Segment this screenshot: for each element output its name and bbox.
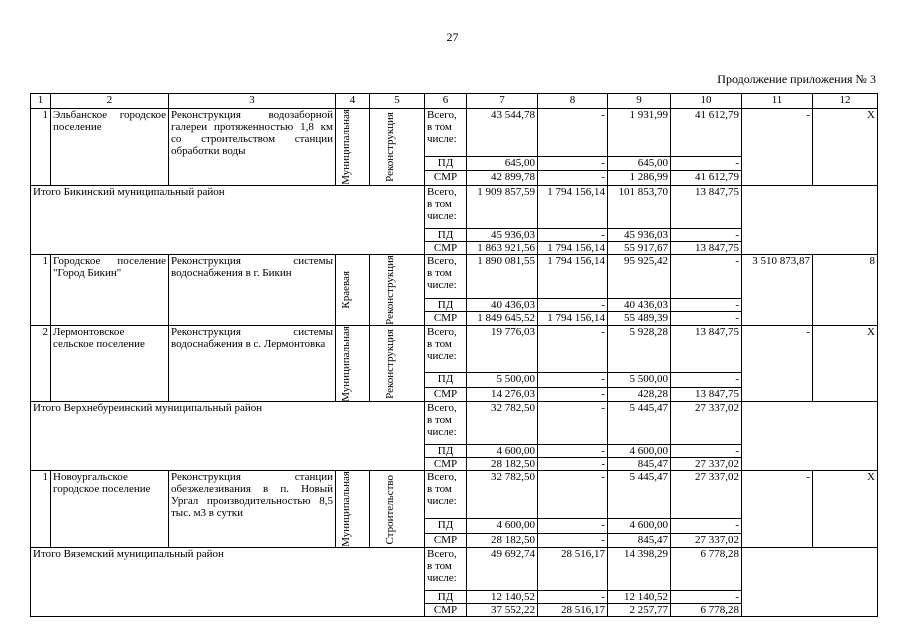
smr-value: 845,47 bbox=[608, 533, 671, 547]
total-value: 14 398,29 bbox=[608, 548, 671, 591]
funding-level bbox=[336, 254, 370, 325]
pd-value: - bbox=[538, 373, 608, 387]
estimate-value: - bbox=[742, 471, 813, 548]
total-value: - bbox=[538, 471, 608, 519]
total-value: 32 782,50 bbox=[467, 471, 538, 519]
smr-label: СМР bbox=[425, 458, 467, 471]
pd-value: 45 936,03 bbox=[467, 228, 538, 241]
header-cell: 10 bbox=[671, 94, 742, 109]
pd-value: - bbox=[538, 156, 608, 170]
header-cell: 5 bbox=[370, 94, 425, 109]
smr-value: 13 847,75 bbox=[671, 241, 742, 254]
total-value: 41 612,79 bbox=[671, 109, 742, 157]
total-value: 1 794 156,14 bbox=[538, 254, 608, 298]
smr-label: СМР bbox=[425, 533, 467, 547]
total-value: - bbox=[538, 325, 608, 373]
row-number: 1 bbox=[31, 109, 51, 186]
total-value: 5 928,28 bbox=[608, 325, 671, 373]
smr-value: - bbox=[671, 312, 742, 325]
pd-label: ПД bbox=[425, 156, 467, 170]
pd-value: 40 436,03 bbox=[467, 298, 538, 311]
work-type-text: Реконструкция bbox=[384, 254, 396, 325]
total-label: Всего, в том числе: bbox=[425, 548, 467, 591]
pd-value: 4 600,00 bbox=[608, 445, 671, 458]
smr-value: 27 337,02 bbox=[671, 458, 742, 471]
header-cell: 12 bbox=[813, 94, 878, 109]
pd-value: - bbox=[671, 228, 742, 241]
estimate-value: - bbox=[742, 109, 813, 186]
smr-value: 28 516,17 bbox=[538, 604, 608, 617]
smr-label: СМР bbox=[425, 604, 467, 617]
summary-empty bbox=[742, 185, 878, 254]
total-value: - bbox=[671, 254, 742, 298]
pd-value: - bbox=[538, 519, 608, 533]
smr-value: 1 863 921,56 bbox=[467, 241, 538, 254]
summary-title: Итого Бикинский муниципальный район bbox=[31, 185, 425, 254]
project-row bbox=[31, 109, 878, 157]
pd-value: 4 600,00 bbox=[608, 519, 671, 533]
total-value: 27 337,02 bbox=[671, 402, 742, 445]
header-cell: 1 bbox=[31, 94, 51, 109]
smr-value: 1 849 645,52 bbox=[467, 312, 538, 325]
summary-empty bbox=[742, 402, 878, 471]
pd-value: - bbox=[671, 519, 742, 533]
total-value: 13 847,75 bbox=[671, 185, 742, 228]
total-value: 1 794 156,14 bbox=[538, 185, 608, 228]
work-type bbox=[370, 254, 425, 325]
total-label: Всего, в том числе: bbox=[425, 254, 467, 298]
project-description: Реконструкция водозаборной галереи протяженностью 1,8 км со строительством станции обработки воды bbox=[169, 109, 336, 186]
funding-level-text: Муниципальная bbox=[339, 471, 352, 548]
work-type-text: Строительство bbox=[384, 474, 396, 545]
settlement-name: Лермонтовское сельское поселение bbox=[51, 325, 169, 402]
smr-value: 1 286,99 bbox=[608, 171, 671, 185]
summary-row bbox=[31, 402, 878, 445]
smr-value: - bbox=[538, 533, 608, 547]
pd-value: 40 436,03 bbox=[608, 298, 671, 311]
total-value: - bbox=[538, 402, 608, 445]
pd-value: 645,00 bbox=[608, 156, 671, 170]
budget-table bbox=[30, 93, 878, 617]
row-number: 1 bbox=[31, 471, 51, 548]
work-type bbox=[370, 109, 425, 186]
total-label: Всего, в том числе: bbox=[425, 325, 467, 373]
row-number: 2 bbox=[31, 325, 51, 402]
funding-level-text: Муниципальная bbox=[339, 325, 352, 402]
pd-label: ПД bbox=[425, 373, 467, 387]
funding-level-text: Краевая bbox=[339, 270, 352, 309]
total-value: 1 909 857,59 bbox=[467, 185, 538, 228]
total-value: 27 337,02 bbox=[671, 471, 742, 519]
pd-value: 5 500,00 bbox=[467, 373, 538, 387]
total-value: 43 544,78 bbox=[467, 109, 538, 157]
funding-level bbox=[336, 471, 370, 548]
pd-value: 4 600,00 bbox=[467, 519, 538, 533]
work-type-text: Реконструкция bbox=[384, 111, 396, 182]
total-value: 1 931,99 bbox=[608, 109, 671, 157]
total-value: 5 445,47 bbox=[608, 471, 671, 519]
total-label: Всего, в том числе: bbox=[425, 109, 467, 157]
project-description: Реконструкция системы водоснабжения в с. Лермонтовка bbox=[169, 325, 336, 402]
total-value: 28 516,17 bbox=[538, 548, 608, 591]
completion-value: Х bbox=[813, 471, 878, 548]
funding-level bbox=[336, 325, 370, 402]
total-label: Всего, в том числе: bbox=[425, 402, 467, 445]
appendix-note: Продолжение приложения № 3 bbox=[717, 72, 876, 86]
smr-value: 28 182,50 bbox=[467, 533, 538, 547]
smr-value: - bbox=[538, 458, 608, 471]
settlement-name: Новоургальское городское поселение bbox=[51, 471, 169, 548]
total-value: 49 692,74 bbox=[467, 548, 538, 591]
pd-value: 12 140,52 bbox=[467, 591, 538, 604]
smr-value: 27 337,02 bbox=[671, 533, 742, 547]
total-label: Всего, в том числе: bbox=[425, 185, 467, 228]
pd-value: - bbox=[671, 298, 742, 311]
pd-value: 5 500,00 bbox=[608, 373, 671, 387]
header-cell: 3 bbox=[169, 94, 336, 109]
summary-row bbox=[31, 185, 878, 228]
header-cell: 7 bbox=[467, 94, 538, 109]
pd-value: 645,00 bbox=[467, 156, 538, 170]
smr-value: 42 899,78 bbox=[467, 171, 538, 185]
smr-value: 1 794 156,14 bbox=[538, 241, 608, 254]
estimate-value: 3 510 873,87 bbox=[742, 254, 813, 325]
total-value: 95 925,42 bbox=[608, 254, 671, 298]
smr-label: СМР bbox=[425, 171, 467, 185]
smr-label: СМР bbox=[425, 312, 467, 325]
pd-value: 4 600,00 bbox=[467, 445, 538, 458]
funding-level-text: Муниципальная bbox=[339, 109, 352, 185]
smr-value: 13 847,75 bbox=[671, 387, 742, 401]
header-cell: 6 bbox=[425, 94, 467, 109]
smr-value: 55 489,39 bbox=[608, 312, 671, 325]
project-row bbox=[31, 254, 878, 298]
pd-value: - bbox=[671, 156, 742, 170]
pd-label: ПД bbox=[425, 298, 467, 311]
smr-value: 2 257,77 bbox=[608, 604, 671, 617]
header-cell: 9 bbox=[608, 94, 671, 109]
pd-value: - bbox=[671, 445, 742, 458]
smr-label: СМР bbox=[425, 387, 467, 401]
pd-value: 45 936,03 bbox=[608, 228, 671, 241]
page-number: 27 bbox=[446, 30, 459, 44]
total-value: - bbox=[538, 109, 608, 157]
row-number: 1 bbox=[31, 254, 51, 325]
estimate-value: - bbox=[742, 325, 813, 402]
pd-value: - bbox=[671, 373, 742, 387]
smr-value: 6 778,28 bbox=[671, 604, 742, 617]
work-type bbox=[370, 471, 425, 548]
pd-value: - bbox=[538, 298, 608, 311]
project-row bbox=[31, 471, 878, 519]
work-type-text: Реконструкция bbox=[384, 328, 396, 399]
smr-label: СМР bbox=[425, 241, 467, 254]
completion-value: Х bbox=[813, 109, 878, 186]
settlement-name: Эльбанское городское поселение bbox=[51, 109, 169, 186]
header-cell: 11 bbox=[742, 94, 813, 109]
funding-level bbox=[336, 109, 370, 186]
smr-value: - bbox=[538, 387, 608, 401]
pd-value: - bbox=[538, 591, 608, 604]
total-value: 5 445,47 bbox=[608, 402, 671, 445]
completion-value: 8 bbox=[813, 254, 878, 325]
total-value: 32 782,50 bbox=[467, 402, 538, 445]
header-cell: 8 bbox=[538, 94, 608, 109]
header-row bbox=[31, 94, 878, 109]
smr-value: 37 552,22 bbox=[467, 604, 538, 617]
total-value: 101 853,70 bbox=[608, 185, 671, 228]
pd-label: ПД bbox=[425, 228, 467, 241]
total-value: 13 847,75 bbox=[671, 325, 742, 373]
total-value: 1 890 081,55 bbox=[467, 254, 538, 298]
total-value: 6 778,28 bbox=[671, 548, 742, 591]
pd-label: ПД bbox=[425, 591, 467, 604]
pd-value: - bbox=[538, 445, 608, 458]
total-value: 19 776,03 bbox=[467, 325, 538, 373]
header-cell: 2 bbox=[51, 94, 169, 109]
summary-empty bbox=[742, 548, 878, 617]
smr-value: 845,47 bbox=[608, 458, 671, 471]
smr-value: 1 794 156,14 bbox=[538, 312, 608, 325]
project-row bbox=[31, 325, 878, 373]
smr-value: 428,28 bbox=[608, 387, 671, 401]
total-label: Всего, в том числе: bbox=[425, 471, 467, 519]
header-cell: 4 bbox=[336, 94, 370, 109]
pd-label: ПД bbox=[425, 519, 467, 533]
summary-title: Итого Вяземский муниципальный район bbox=[31, 548, 425, 617]
smr-value: 41 612,79 bbox=[671, 171, 742, 185]
pd-label: ПД bbox=[425, 445, 467, 458]
settlement-name: Городское поселение "Город Бикин" bbox=[51, 254, 169, 325]
smr-value: - bbox=[538, 171, 608, 185]
pd-value: - bbox=[671, 591, 742, 604]
smr-value: 14 276,03 bbox=[467, 387, 538, 401]
completion-value: Х bbox=[813, 325, 878, 402]
summary-title: Итого Верхнебуреинский муниципальный район bbox=[31, 402, 425, 471]
summary-row bbox=[31, 548, 878, 591]
smr-value: 28 182,50 bbox=[467, 458, 538, 471]
pd-value: - bbox=[538, 228, 608, 241]
pd-value: 12 140,52 bbox=[608, 591, 671, 604]
project-description: Реконструкция системы водоснабжения в г. Бикин bbox=[169, 254, 336, 325]
work-type bbox=[370, 325, 425, 402]
smr-value: 55 917,67 bbox=[608, 241, 671, 254]
project-description: Реконструкция станции обезжелезивания в п. Новый Ургал производительностью 8,5 тыс. м3 в сутки bbox=[169, 471, 336, 548]
